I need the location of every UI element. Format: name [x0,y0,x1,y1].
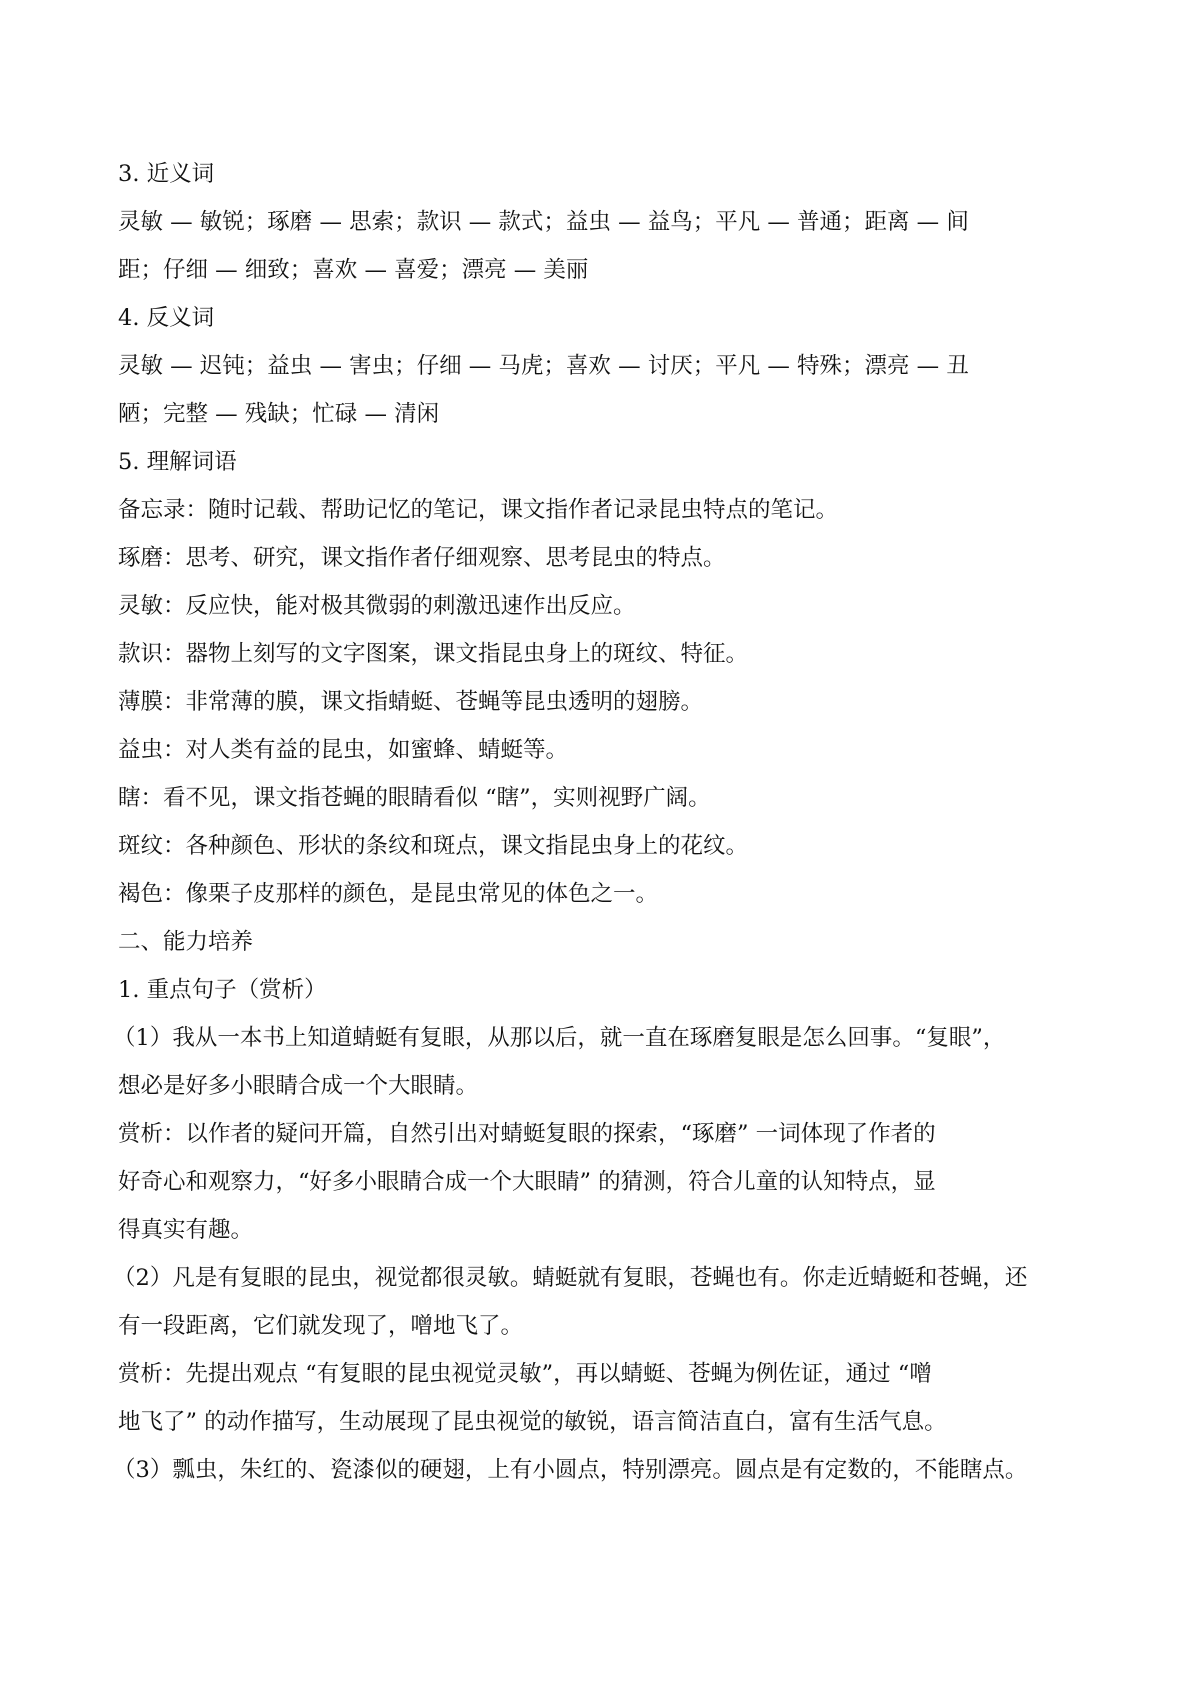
analysis-line: 赏析：以作者的疑问开篇，自然引出对蜻蜓复眼的探索，“琢磨” 一词体现了作者的 [118,1121,936,1147]
definition-line: 琢磨：思考、研究，课文指作者仔细观察、思考昆虫的特点。 [118,545,726,571]
definition-line: 益虫：对人类有益的昆虫，如蜜蜂、蜻蜓等。 [118,737,569,763]
sentence-line: 想必是好多小眼睛合成一个大眼睛。 [118,1073,479,1099]
document-body [113,150,1098,1494]
heading-antonyms: 4. 反义词 [118,305,215,331]
text-line: 灵敏 — 敏锐；琢磨 — 思索；款识 — 款式；益虫 — 益鸟；平凡 — 普通；距离 — 间 [118,209,969,235]
definition-line: 瞎：看不见，课文指苍蝇的眼睛看似 “瞎”，实则视野广阔。 [118,785,711,811]
definition-line: 灵敏：反应快，能对极其微弱的刺激迅速作出反应。 [118,593,636,619]
text-line: 陋；完整 — 残缺；忙碌 — 清闲 [118,401,440,427]
definition-line: 褐色：像栗子皮那样的颜色，是昆虫常见的体色之一。 [118,881,659,907]
heading-key-sentences: 1. 重点句子（赏析） [118,977,327,1003]
analysis-line: 好奇心和观察力，“好多小眼睛合成一个大眼睛” 的猜测，符合儿童的认知特点，显 [118,1169,936,1195]
sentence-line: （1）我从一本书上知道蜻蜓有复眼，从那以后，就一直在琢磨复眼是怎么回事。“复眼”， [113,1025,1006,1051]
definition-line: 斑纹：各种颜色、形状的条纹和斑点，课文指昆虫身上的花纹。 [118,833,749,859]
text-line: 距；仔细 — 细致；喜欢 — 喜爱；漂亮 — 美丽 [118,257,589,283]
analysis-line: 地飞了” 的动作描写，生动展现了昆虫视觉的敏锐，语言简洁直白，富有生活气息。 [118,1409,947,1435]
analysis-line: 赏析：先提出观点 “有复眼的昆虫视觉灵敏”，再以蜻蜓、苍蝇为例佐证，通过 “噌 [118,1361,932,1387]
definition-line: 款识：器物上刻写的文字图案，课文指昆虫身上的斑纹、特征。 [118,641,749,667]
sentence-line: （2）凡是有复眼的昆虫，视觉都很灵敏。蜻蜓就有复眼，苍蝇也有。你走近蜻蜓和苍蝇，还 [113,1265,1028,1291]
sentence-line: （3）瓢虫，朱红的、瓷漆似的硬翅，上有小圆点，特别漂亮。圆点是有定数的，不能瞎点。 [113,1457,1028,1483]
text-line: 灵敏 — 迟钝；益虫 — 害虫；仔细 — 马虎；喜欢 — 讨厌；平凡 — 特殊；漂亮 — 丑 [118,353,969,379]
heading-word-understanding: 5. 理解词语 [118,449,237,475]
heading-synonyms: 3. 近义词 [118,161,215,187]
heading-ability: 二、能力培养 [118,929,254,955]
definition-line: 备忘录：随时记载、帮助记忆的笔记，课文指作者记录昆虫特点的笔记。 [118,497,839,523]
definition-line: 薄膜：非常薄的膜，课文指蜻蜓、苍蝇等昆虫透明的翅膀。 [118,689,704,715]
sentence-line: 有一段距离，它们就发现了，噌地飞了。 [118,1313,524,1339]
analysis-line: 得真实有趣。 [118,1217,254,1243]
